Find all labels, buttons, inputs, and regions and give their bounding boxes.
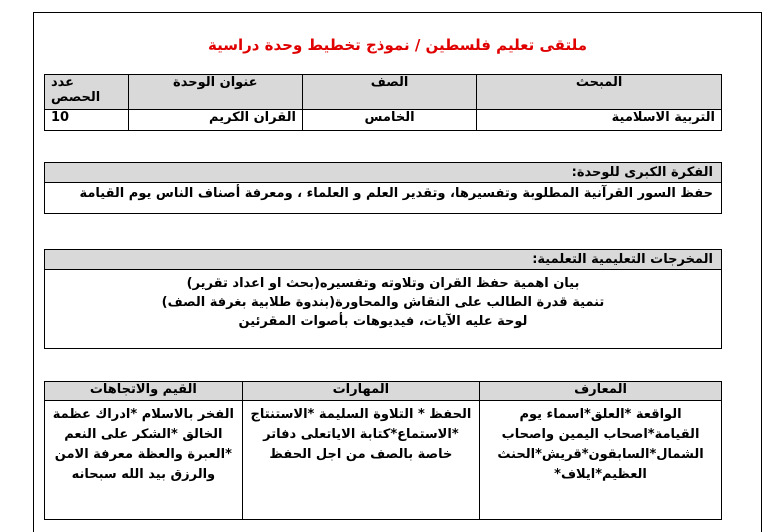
outcome-item: تنمية قدرة الطالب على النقاش والمحاورة(بندوة طلابية بغرفة الصف) (161, 295, 605, 310)
big-idea-text: حفظ السور القرآنية المطلوبة وتفسيرها، وتقدير العلم و العلماء ، ومعرفة أصناف الناس يوم القيامة (79, 186, 713, 201)
big-idea-heading: الفكرة الكبرى للوحدة: (45, 163, 721, 183)
grade-value: الخامس (302, 110, 476, 131)
knowledge-skills-values-table (44, 381, 722, 520)
num-classes-value: 10 (45, 110, 129, 131)
skills-header: المهارات (242, 382, 479, 401)
values-header: القيم والاتجاهات (45, 382, 243, 401)
outcomes-list (45, 270, 721, 334)
page-title: ملتقى تعليم فلسطين / نموذج تخطيط وحدة دراسية (207, 36, 588, 54)
subject-value: التربية الاسلامية (477, 110, 722, 131)
unit-title-header: عنوان الوحدة (128, 75, 302, 110)
outcome-item: لوحة عليه الآيات، فيديوهات بأصوات المقرئين (238, 314, 528, 329)
knowledge-header: المعارف (480, 382, 722, 401)
outcome-item: بيان اهمية حفظ القران وتلاوته وتفسيره(بحث او اعداد تقرير) (186, 276, 580, 291)
unit-info-table (44, 74, 722, 131)
big-idea-section (44, 162, 722, 214)
outcomes-heading: المخرجات التعليمية التعلمية: (45, 250, 721, 270)
skills-cell: الحفظ * التلاوة السليمة *الاستنتاج *الاستماع*كتابة الاياتعلى دفاتر خاصة بالصف من اجل الحفظ (242, 401, 479, 520)
document-page (33, 12, 762, 532)
grade-header: الصف (302, 75, 476, 110)
knowledge-cell: الواقعة *العلق*اسماء يوم القيامة*اصحاب اليمين واصحاب الشمال*السابقون*قريش*الحنث العظيم*ايلاف* (480, 401, 722, 520)
values-cell: الفخر بالاسلام *ادراك عظمة الخالق *الشكر على النعم *العبرة والعظة معرفة الامن والرزق بيد الله سبحانه (45, 401, 243, 520)
num-classes-header: عدد الحصص (45, 75, 129, 110)
subject-header: المبحث (477, 75, 722, 110)
unit-title-value: القران الكريم (128, 110, 302, 131)
outcomes-section (44, 249, 722, 349)
